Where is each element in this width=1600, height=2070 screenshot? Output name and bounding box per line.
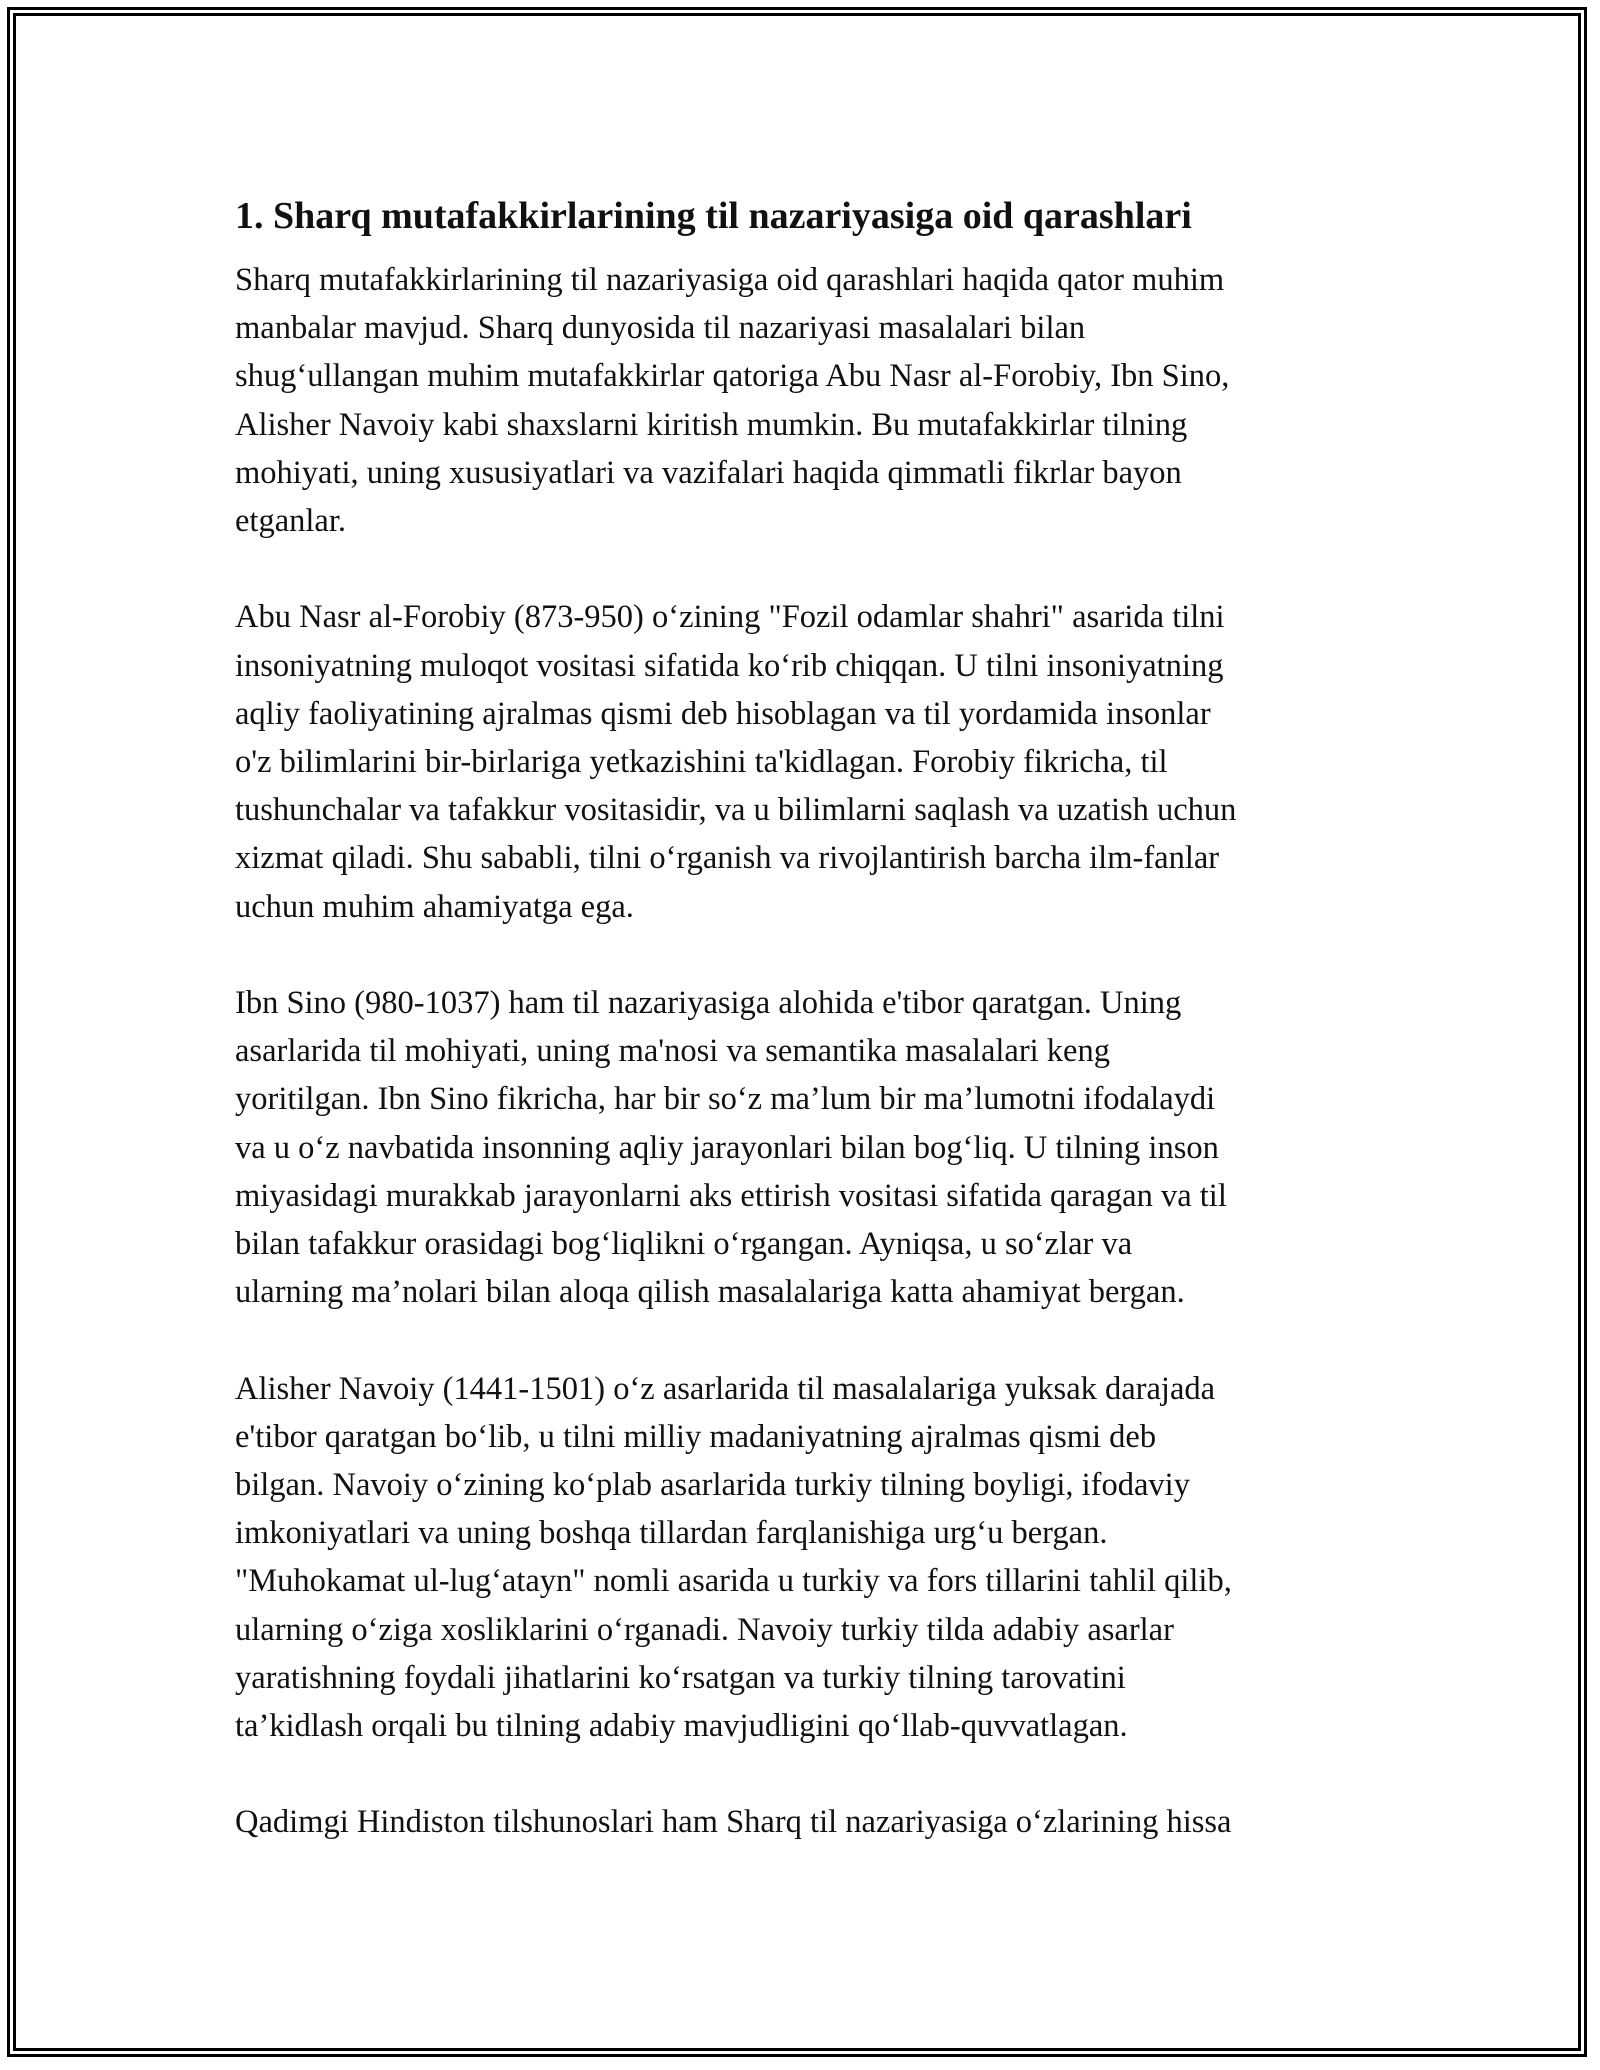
paragraph-intro: Sharq mutafakkirlarining til nazariyasiga oid qarashlari haqida qator muhim manbalar mavjud. Sharq dunyosida til nazariyasi masalalari bilan shug‘ullangan muhim mutafakkirlar qatoriga Abu Nasr al-Forobiy, Ibn Sino, Alisher Navoiy kabi shaxslarni kiritish mumkin. Bu mutafakkirlar tilning mohiyati, uning xususiyatlari va vazifalari haqida qimmatli fikrlar bayon etganlar.	[235, 262, 1230, 540]
section-heading: 1. Sharq mutafakkirlarining til nazariyasiga oid qarashlari	[235, 195, 1192, 237]
paragraph-ibn-sino: Ibn Sino (980-1037) ham til nazariyasiga alohida e'tibor qaratgan. Uning asarlarida til mohiyati, uning ma'nosi va semantika masalalari keng yoritilgan. Ibn Sino fikricha, har bir so‘z ma’lum bir ma’lumotni ifodalaydi va u o‘z navbatida insonning aqliy jarayonlari bilan bog‘liq. U tilning inson miyasidagi murakkab jarayonlarni aks ettirish vositasi sifatida qaragan va til bilan tafakkur orasidagi bog‘liqlikni o‘rgangan. Ayniqsa, u so‘zlar va ularning ma’nolari bilan aloqa qilish masalalariga katta ahamiyat bergan.	[235, 985, 1227, 1311]
paragraph-hindiston: Qadimgi Hindiston tilshunoslari ham Sharq til nazariyasiga o‘zlarining hissa	[235, 1804, 1232, 1841]
paragraph-navoiy: Alisher Navoiy (1441-1501) o‘z asarlarida til masalalariga yuksak darajada e'tibor qaratgan bo‘lib, u tilni milliy madaniyatning ajralmas qismi deb bilgan. Navoiy o‘zining ko‘plab asarlarida turkiy tilning boyligi, ifodaviy imkoniyatlari va uning boshqa tillardan farqlanishiga urg‘u bergan. "Muhokamat ul-lug‘atayn" nomli asarida u turkiy va fors tillarini tahlil qilib, ularning o‘ziga xosliklarini o‘rganadi. Navoiy turkiy tilda adabiy asarlar yaratishning foydali jihatlarini ko‘rsatgan va turkiy tilning tarovatini ta’kidlash orqali bu tilning adabiy mavjudligini qo‘llab-quvvatlagan.	[235, 1370, 1232, 1745]
document-body	[235, 188, 1380, 1895]
paragraph-forobiy: Abu Nasr al-Forobiy (873-950) o‘zining "Fozil odamlar shahri" asarida tilni insoniyatning muloqot vositasi sifatida ko‘rib chiqqan. U tilni insoniyatning aqliy faoliyatining ajralmas qismi deb hisoblagan va til yordamida insonlar o'z bilimlarini bir-birlariga yetkazishini ta'kidlagan. Forobiy fikricha, til tushunchalar va tafakkur vositasidir, va u bilimlarni saqlash va uzatish uchun xizmat qiladi. Shu sababli, tilni o‘rganish va rivojlantirish barcha ilm-fanlar uchun muhim ahamiyatga ega.	[235, 599, 1237, 925]
